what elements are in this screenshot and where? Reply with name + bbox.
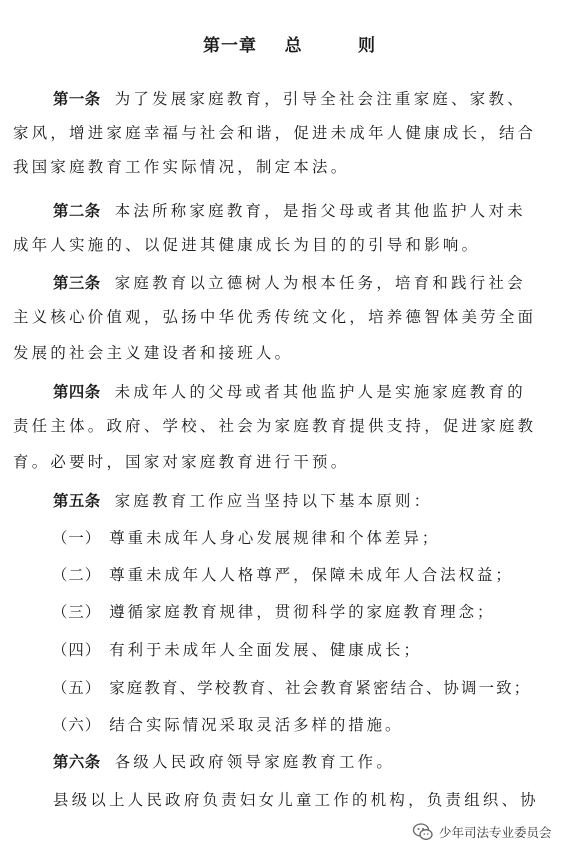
article-6-line-2: 县级以上人民政府负责妇女儿童工作的机构，负责组织、协	[53, 791, 539, 809]
article-1-label: 第一条	[53, 90, 101, 108]
article-6-line-1: 第六条 各级人民政府领导家庭教育工作。	[53, 753, 396, 771]
article-2-label: 第二条	[53, 202, 101, 220]
principle-item: （六） 结合实际情况采取灵活多样的措施。	[52, 716, 404, 734]
article-3-label: 第三条	[53, 274, 101, 292]
article-2-line-2: 成年人实施的、以促进其健康成长为目的的引导和影响。	[13, 236, 481, 254]
article-1-line-3: 我国家庭教育工作实际情况，制定本法。	[13, 158, 350, 176]
article-4-label: 第四条	[53, 383, 101, 401]
article-4-line-1: 第四条 未成年人的父母或者其他监护人是实施家庭教育的	[53, 383, 526, 401]
wechat-icon	[412, 821, 434, 843]
chapter-title: 第一章 总 则	[202, 36, 377, 56]
article-3-line-1: 第三条 家庭教育以立德树人为根本任务，培育和践行社会	[53, 274, 526, 292]
article-6-label: 第六条	[53, 753, 101, 771]
principle-item: （二） 尊重未成年人人格尊严，保障未成年人合法权益；	[52, 566, 514, 584]
source-watermark	[412, 818, 574, 846]
article-5-label: 第五条	[53, 492, 101, 510]
article-1-line-1: 第一条 为了发展家庭教育，引导全社会注重家庭、家教、	[53, 90, 526, 108]
watermark-text: 少年司法专业委员会	[439, 825, 552, 840]
principle-item: （一） 尊重未成年人身心发展规律和个体差异；	[52, 529, 441, 547]
principle-item: （三） 遵循家庭教育规律，贯彻科学的家庭教育理念；	[52, 603, 496, 621]
article-2-line-1: 第二条 本法所称家庭教育，是指父母或者其他监护人对未	[53, 202, 526, 220]
article-4-line-2: 责任主体。政府、学校、社会为家庭教育提供支持，促进家庭教	[13, 417, 537, 435]
article-1-line-2: 家风，增进家庭幸福与社会和谐，促进未成年人健康成长，结合	[13, 124, 537, 142]
principle-item: （五） 家庭教育、学校教育、社会教育紧密结合、协调一致；	[52, 679, 532, 697]
article-3-line-2: 主义核心价值观，弘扬中华优秀传统文化，培养德智体美劳全面	[13, 308, 537, 326]
principle-item: （四） 有利于未成年人全面发展、健康成长；	[52, 641, 422, 659]
article-3-line-3: 发展的社会主义建设者和接班人。	[13, 344, 294, 362]
article-5-line-1: 第五条 家庭教育工作应当坚持以下基本原则：	[53, 492, 433, 510]
article-4-line-3: 育。必要时，国家对家庭教育进行干预。	[13, 453, 350, 471]
